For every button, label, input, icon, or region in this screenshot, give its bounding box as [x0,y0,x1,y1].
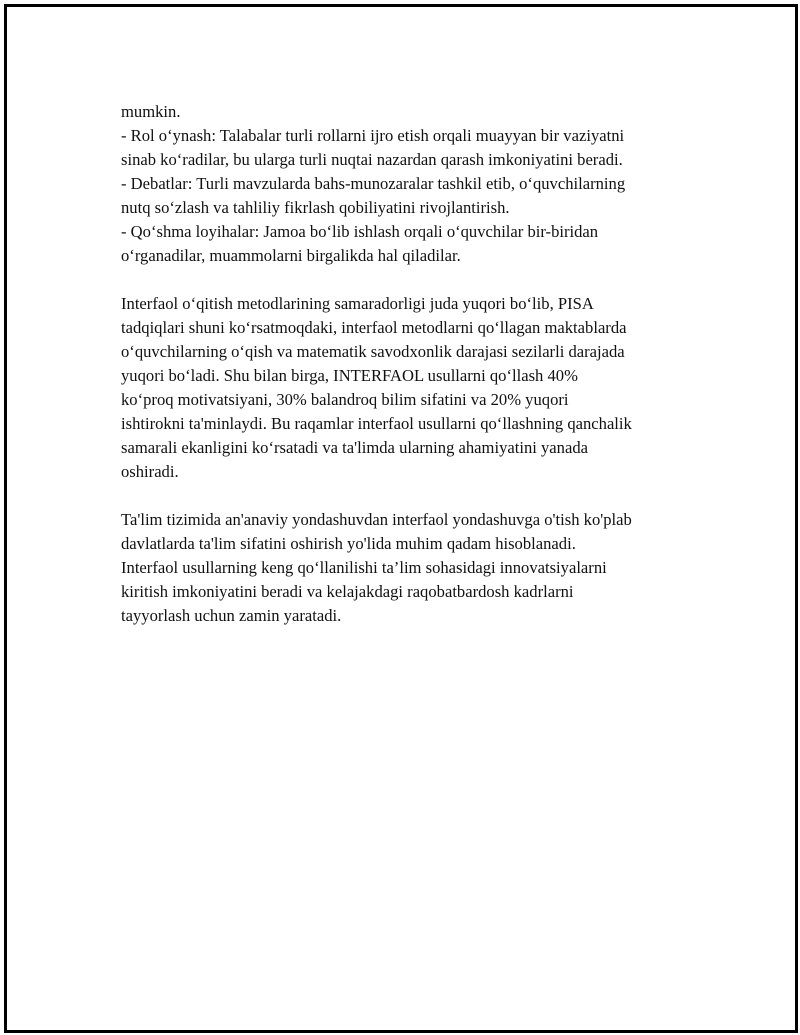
text-line: Interfaol o‘qitish metodlarining samaradorligi juda yuqori bo‘lib, PISA [121,294,594,313]
paragraph-gap [121,484,711,508]
text-line: - Rol o‘ynash: Talabalar turli rollarni ijro etish orqali muayyan bir vaziyatni [121,126,625,145]
text-line: tayyorlash uchun zamin yaratadi. [121,606,342,625]
text-line: ko‘proq motivatsiyani, 30% balandroq bilim sifatini va 20% yuqori [121,390,569,409]
paragraph-methods-list [121,100,711,268]
text-line: o‘rganadilar, muammolarni birgalikda hal qiladilar. [121,246,461,265]
text-line: Ta'lim tizimida an'anaviy yondashuvdan interfaol yondashuvga o'tish ko'plab [121,510,632,529]
page-frame [4,4,798,1033]
paragraph-effectiveness [121,292,711,484]
text-line: - Debatlar: Turli mavzularda bahs-munozaralar tashkil etib, o‘quvchilarning [121,174,626,193]
text-line: mumkin. [121,102,181,121]
text-line: sinab ko‘radilar, bu ularga turli nuqtai nazardan qarash imkoniyatini beradi. [121,150,623,169]
text-line: ishtirokni ta'minlaydi. Bu raqamlar interfaol usullarni qo‘llashning qanchalik [121,414,632,433]
text-line: o‘quvchilarning o‘qish va matematik savodxonlik darajasi sezilarli darajada [121,342,625,361]
text-line: nutq so‘zlash va tahliliy fikrlash qobiliyatini rivojlantirish. [121,198,510,217]
text-line: tadqiqlari shuni ko‘rsatmoqdaki, interfaol metodlarni qo‘llagan maktablarda [121,318,627,337]
paragraph-gap [121,268,711,292]
paragraph-conclusion [121,508,711,628]
document-body [121,100,711,628]
text-line: samarali ekanligini ko‘rsatadi va ta'limda ularning ahamiyatini yanada [121,438,588,457]
text-line: Interfaol usullarning keng qo‘llanilishi ta’lim sohasidagi innovatsiyalarni [121,558,607,577]
text-line: oshiradi. [121,462,179,481]
text-line: kiritish imkoniyatini beradi va kelajakdagi raqobatbardosh kadrlarni [121,582,574,601]
text-line: yuqori bo‘ladi. Shu bilan birga, INTERFAOL usullarni qo‘llash 40% [121,366,578,385]
text-line: - Qo‘shma loyihalar: Jamoa bo‘lib ishlash orqali o‘quvchilar bir-biridan [121,222,599,241]
text-line: davlatlarda ta'lim sifatini oshirish yo'lida muhim qadam hisoblanadi. [121,534,576,553]
